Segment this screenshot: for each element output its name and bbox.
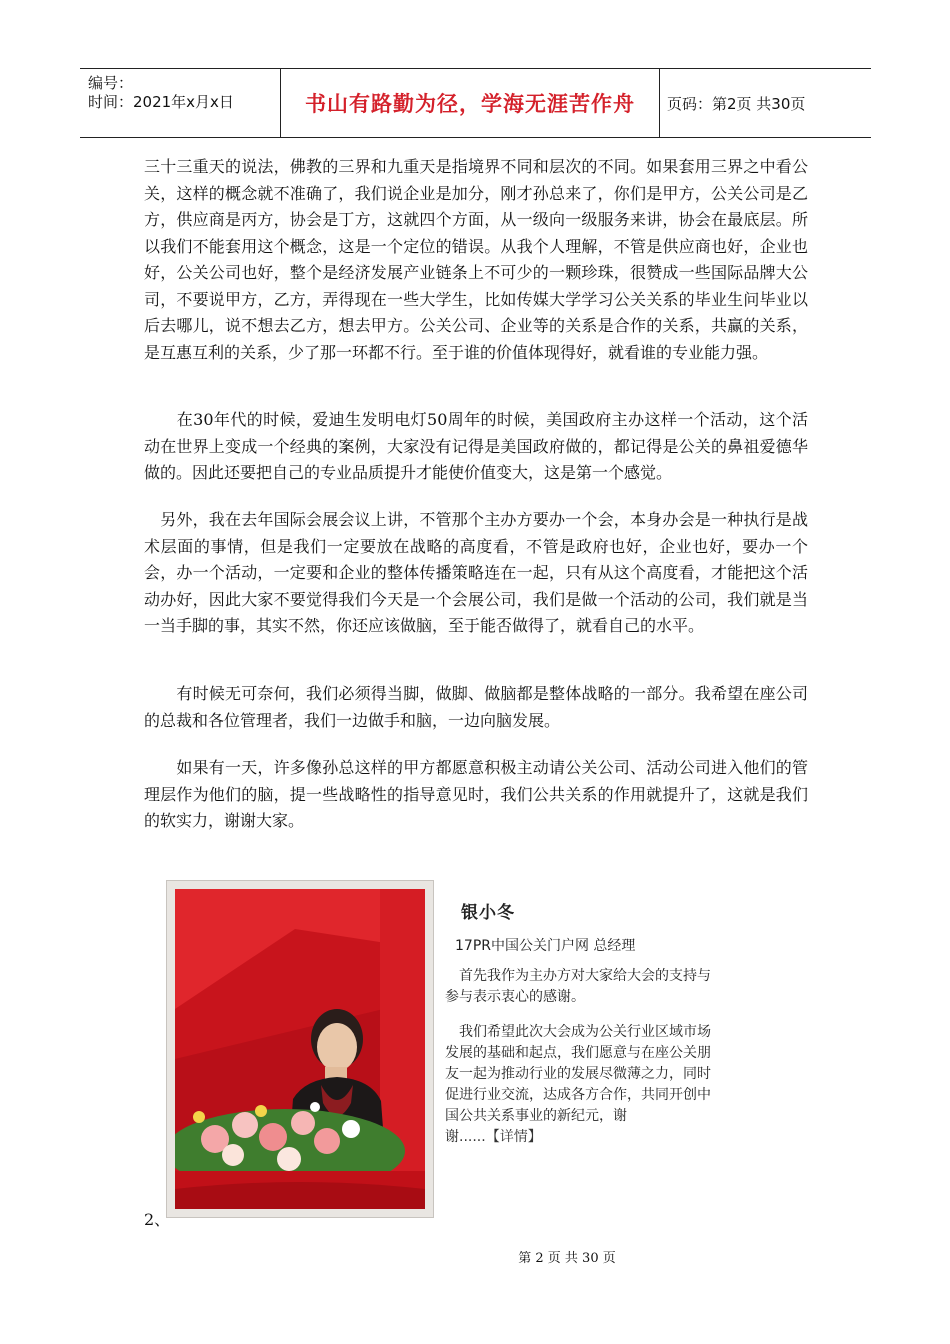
- speaker-profile-card: [166, 878, 724, 1218]
- paragraph: 有时候无可奈何，我们必须得当脚，做脚、做脑都是整体战略的一部分。我希望在座公司的总裁和各位管理者，我们一边做手和脑，一边向脑发展。: [144, 684, 808, 730]
- header-meta: [80, 69, 280, 137]
- page-header: [80, 68, 871, 138]
- paragraph: 另外，我在去年国际会展会议上讲，不管那个主办方要办一个会，本身办会是一种执行是战术层面的事情，但是我们一定要放在战略的高度看，不管是政府也好，企业也好，要办一个会，办一个活动，一定要和企业的整体传播策略连在一起，只有从这个高度看，才能把这个活动办好，因此大家不要觉得我们今天是一个会展公司，我们是做一个活动的公司，我们就是当一当手脚的事，其实不然，你还应该做脑，至于能否做得了，就看自己的水平。: [144, 510, 808, 635]
- speaker-photo-frame: [166, 880, 434, 1218]
- page-footer: 第 2 页 共 30 页: [518, 1251, 616, 1266]
- speaker-quote-text: 我们希望此次大会成为公关行业区域市场发展的基础和起点，我们愿意与在座公关朋友一起为推动行业的发展尽微薄之力，同时促进行业交流，达成各方合作，共同开创中国公共关系事业的新纪元，谢谢: [445, 1024, 711, 1145]
- list-number: 2、: [144, 1210, 171, 1229]
- speaker-photo: [175, 889, 425, 1209]
- speaker-quote-paragraph: [445, 1022, 717, 1148]
- paragraph: 在30年代的时候，爱迪生发明电灯50周年的时候，美国政府主办这样一个活动，这个活动在世界上变成一个经典的案例，大家没有记得是美国政府做的，都记得是公关的鼻祖爱德华做的。因此还要把自己的专业品质提升才能使价值变大，这是第一个感觉。: [144, 410, 808, 482]
- header-page-number: 页码：第2页 共30页: [667, 94, 806, 113]
- paragraph: 如果有一天，许多像孙总这样的甲方都愿意积极主动请公关公司、活动公司进入他们的管理层作为他们的脑，提一些战略性的指导意见时，我们公共关系的作用就提升了，这就是我们的软实力，谢谢大家。: [144, 758, 808, 830]
- paragraph: 三十三重天的说法，佛教的三界和九重天是指境界不同和层次的不同。如果套用三界之中看公关，这样的概念就不准确了，我们说企业是加分，刚才孙总来了，你们是甲方，公关公司是乙方，供应商是丙方，协会是丁方，这就四个方面，从一级向一级服务来讲，协会在最底层。所以我们不能套用这个概念，这是一个定位的错误。从我个人理解，不管是供应商也好，企业也好，公关公司也好，整个是经济发展产业链条上不可少的一颗珍珠，很赞成一些国际品牌大公司，不要说甲方，乙方，弄得现在一些大学生，比如传媒大学学习公关关系的毕业生问毕业以后去哪儿，说不想去乙方，想去甲方。公关公司、企业等的关系是合作的关系，共赢的关系，是互惠互利的关系，少了那一环都不行。至于谁的价值体现得好，就看谁的专业能力强。: [144, 157, 808, 362]
- speaker-name: 银小冬: [461, 903, 515, 923]
- header-motto: 书山有路勤为径，学海无涯苦作舟: [305, 92, 635, 116]
- document-time-label: 时间：2021年x月x日: [88, 93, 234, 111]
- header-motto-cell: [280, 69, 660, 137]
- speaker-quote-paragraph: 首先我作为主办方对大家给大会的支持与参与表示衷心的感谢。: [445, 968, 711, 1005]
- details-link[interactable]: ......【详情】: [459, 1129, 542, 1145]
- document-number-label: 编号：: [88, 74, 134, 92]
- speaker-title: 17PR中国公关门户网 总经理: [455, 938, 636, 954]
